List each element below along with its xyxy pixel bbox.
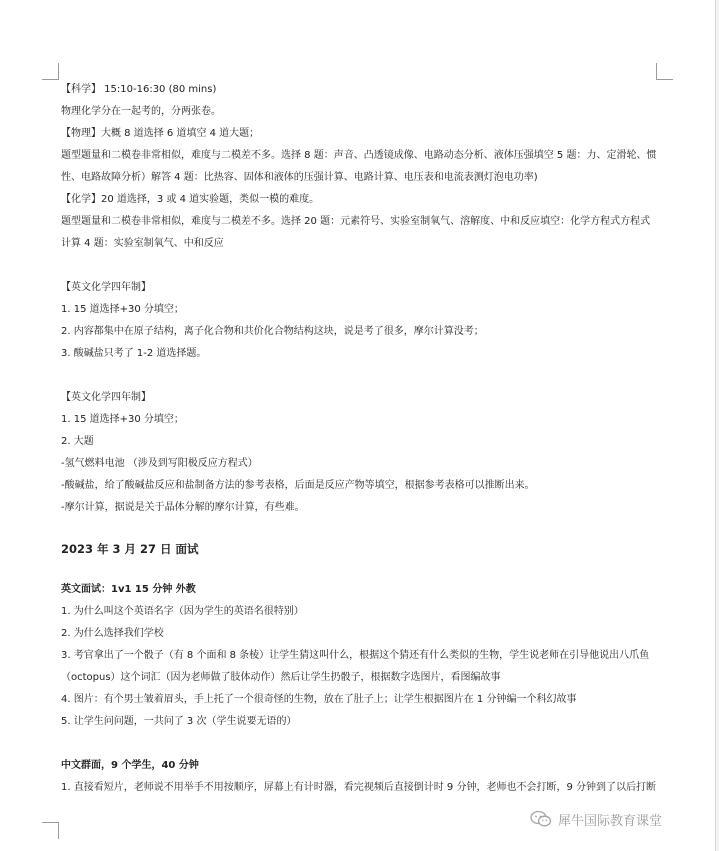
list-item: 3. 考官拿出了一个骰子（有 8 个面和 8 条棱）让学生猜这叫什么，根据这个猜还有什么类似的生物，学生说老师在引导他说出八爪鱼（octopus）这个词汇（因为老师做了肢体动作）然后让学生扔骰子，根据数字选图片，看图编故事 <box>61 650 650 683</box>
list-item: 2. 大题 <box>61 436 94 447</box>
paragraph: 物理化学分在一起考的，分两张卷。 <box>61 106 221 117</box>
paragraph: 题型题量和二模卷非常相似，难度与二模差不多。选择 20 题：元素符号、实验室制氧气、溶解度、中和反应填空：化学方程式方程式计算 4 题：实验室制氧气、中和反应 <box>61 216 651 249</box>
science-exam-time: 【科学】 15:10-16:30 (80 mins) <box>61 84 217 95</box>
physics-heading: 【物理】大概 8 道选择 6 道填空 4 道大题； <box>61 128 260 139</box>
interview-date-heading: 2023 年 3 月 27 日 面试 <box>61 542 199 556</box>
english-interview-heading: 英文面试：1v1 15 分钟 外教 <box>61 584 196 595</box>
chemistry-heading: 【化学】20 道选择，3 或 4 道实验题，类似一模的难度。 <box>61 194 320 205</box>
spacer <box>61 365 661 387</box>
list-item: -摩尔计算，据说是关于晶体分解的摩尔计算，有些难。 <box>61 502 305 513</box>
list-item: 1. 为什么叫这个英语名字（因为学生的英语名很特别） <box>61 606 304 617</box>
spacer <box>61 733 661 755</box>
list-item: 1. 直接看短片，老师说不用举手不用按顺序，屏幕上有计时器，看完视频后直接倒计时 9 分钟，老师也不会打断，9 分钟到了以后打断 <box>61 782 656 793</box>
page-corner-mark <box>656 63 673 80</box>
spacer <box>61 519 661 537</box>
list-item: 1. 15 道选择+30 分填空； <box>61 304 184 315</box>
list-item: 2. 内容都集中在原子结构，离子化合物和共价化合物结构这块，说是考了很多，摩尔计算没考； <box>61 326 484 337</box>
list-item: 5. 让学生问问题，一共问了 3 次（学生说要无语的） <box>61 716 297 727</box>
list-item: 2. 为什么选择我们学校 <box>61 628 164 639</box>
list-item: 1. 15 道选择+30 分填空； <box>61 414 184 425</box>
spacer <box>61 255 661 277</box>
paragraph: 题型题量和二模卷非常相似，难度与二模差不多。选择 8 题：声音、凸透镜成像、电路动态分析、液体压强填空 5 题：力、定滑轮、惯性、电路故障分析）解答 4 题：比热容、固体和液体的压强计算、电路计算、电压表和电流表测灯泡电功率) <box>61 150 657 183</box>
list-item: -氢气燃料电池 （涉及到写阳极反应方程式） <box>61 458 258 469</box>
chinese-group-interview-heading: 中文群面，9 个学生，40 分钟 <box>61 760 199 771</box>
watermark-text: 犀牛国际教育课堂 <box>558 813 663 829</box>
page-corner-mark <box>42 63 59 80</box>
wechat-logo-icon <box>530 810 552 828</box>
list-item: 4. 图片：有个男士皱着眉头，手上托了一个很奇怪的生物，放在了肚子上；让学生根据图片在 1 分钟编一个科幻故事 <box>61 694 577 705</box>
list-item: -酸碱盐，给了酸碱盐反应和盐制备方法的参考表格，后面是反应产物等填空，根据参考表格可以推断出来。 <box>61 480 535 491</box>
spacer <box>61 561 661 579</box>
page-corner-mark <box>42 822 59 839</box>
document-body <box>61 79 661 799</box>
section-heading: 【英文化学四年制】 <box>61 392 151 403</box>
list-item: 3. 酸碱盐只考了 1-2 道选择题。 <box>61 348 207 359</box>
watermark <box>530 807 662 831</box>
section-heading: 【英文化学四年制】 <box>61 282 151 293</box>
